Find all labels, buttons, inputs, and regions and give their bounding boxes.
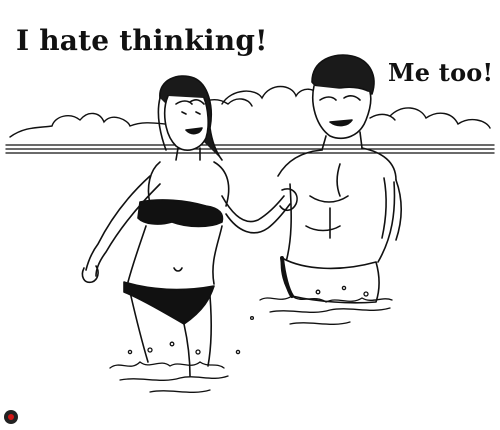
horizon (6, 145, 494, 153)
man-face (313, 86, 371, 138)
caption-man: Me too! (388, 58, 494, 87)
man-figure (278, 55, 401, 303)
woman-bikini-top (138, 200, 222, 227)
clouds (10, 87, 490, 138)
record-dot-icon (4, 410, 18, 424)
caption-woman: I hate thinking! (16, 24, 268, 57)
woman-figure (82, 76, 297, 376)
woman-face (165, 96, 208, 150)
woman-bikini-bottom (124, 282, 214, 324)
